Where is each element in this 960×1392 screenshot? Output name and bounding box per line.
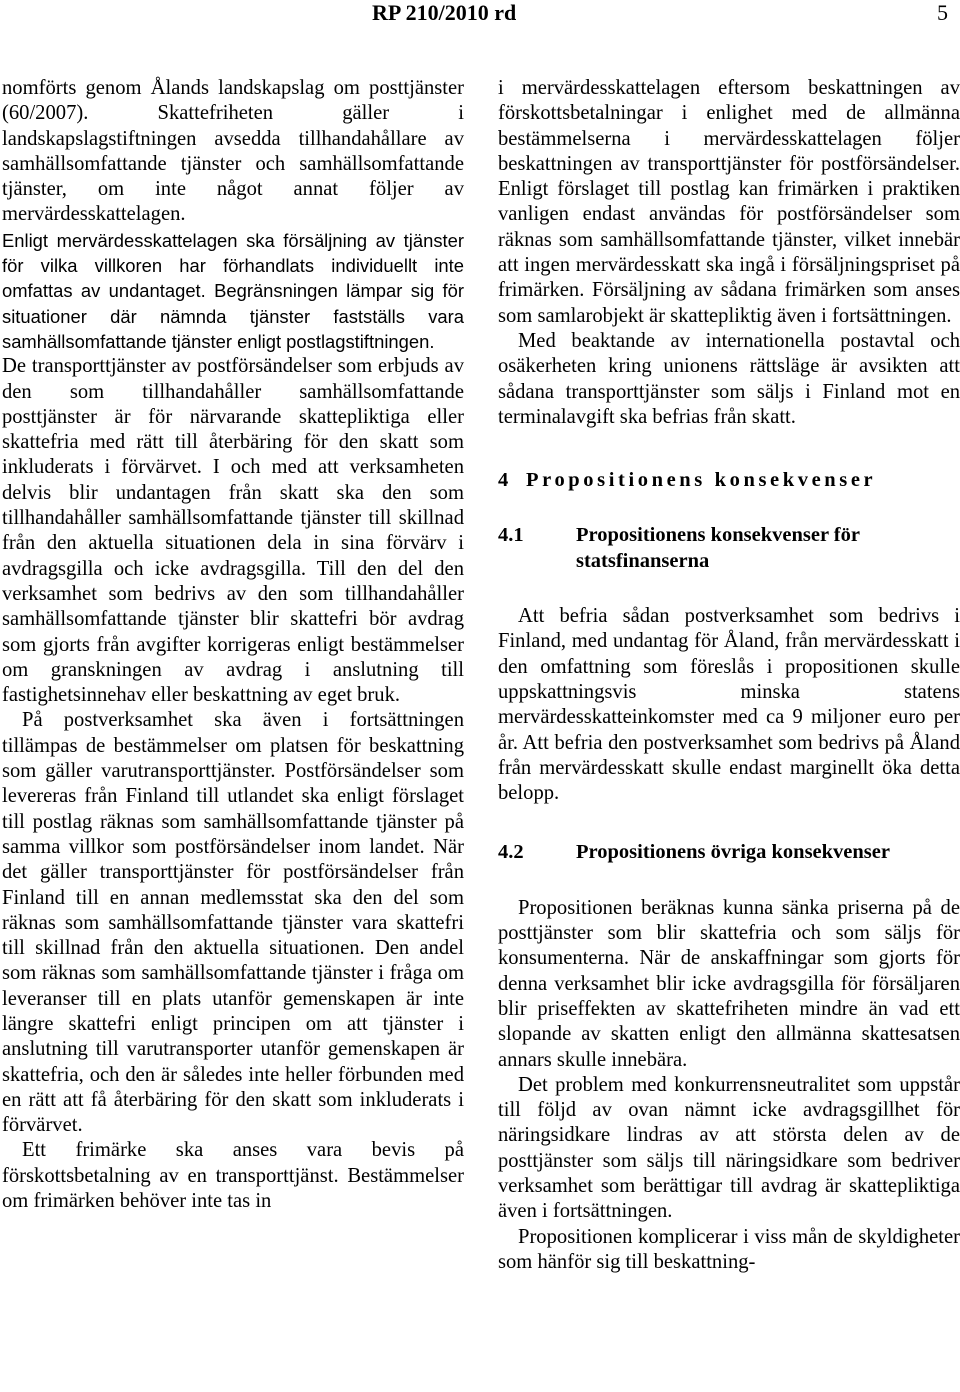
document-id: RP 210/2010 rd <box>372 0 517 25</box>
right-paragraph-3: Att befria sådan postverksamhet som bedrivs i Finland, med undantag för Åland, från mervärdesskatt i den omfattning som föreslås i propositionen skulle uppskattningsvis minska statens mervärdesskatteinkomster med ca 9 miljoner euro per år. Att befria den postverksamhet som bedrivs på Åland från mervärdesskatt skulle endast marginellt öka detta belopp. <box>498 605 960 805</box>
chapter-title: Propositionens konsekvenser <box>526 469 877 492</box>
left-paragraph-5: Ett frimärke ska anses vara bevis på förskottsbetalning av en transporttjänst. Bestämmelser om frimärken behöver inte tas in <box>2 1139 464 1213</box>
left-paragraph-1: nomförts genom Ålands landskapslag om posttjänster (60/2007). Skattefriheten gäller i landskapslagstiftningen avsedda tillhandahållare av samhällsomfattande tjänster och samhällsomfattande tjänster, om inte något annat följer av mervärdesskattelagen. <box>2 77 464 226</box>
right-column <box>498 76 960 1275</box>
section-4-2-title: Propositionens övriga konsekvenser <box>576 841 890 864</box>
left-paragraph-3: De transporttjänster av postförsändelser som erbjuds av den som tillhandahåller samhällsomfattande posttjänster är för närvarande skattepliktiga eller skattefria med rätt till återbäring för den skatt som inkluderats i förvärvet. I och med att verksamheten delvis blir undantagen från skatt ska den som tillhandahåller samhällsomfattande tjänster till skillnad från den aktuella situationen dela in sina förvärv i avdragsgilla och icke avdragsgilla. Till den del den verksamhet som bedrivs av den som tillhandahåller samhällsomfattande tjänster blir skattefri bör avdrag som gjorts från avgifter korrigeras enligt bestämmelser om granskningen av avdrag i anslutning till fastighetsinnehav eller beskattning av eget bruk. <box>2 355 464 707</box>
page-header <box>0 0 960 28</box>
section-4-1-heading <box>498 523 960 574</box>
left-paragraph-4: På postverksamhet ska även i fortsättningen tillämpas de bestämmelser om platsen för beskattning som gäller varutransporttjänster. Postförsändelser som levereras från Finland till utlandet ska enligt förslaget till postlag räknas som samhällsomfattande tjänster på samma villkor som postförsändelser inom landet. När det gäller transporttjänster för postförsändelser från Finland till en annan medlemsstat ska den del som räknas som samhällsomfattande tjänster vara skattefri till skillnad från den aktuella situationen. Den andel som räknas som samhällsomfattande tjänster i fråga om leveranser till en plats utanför gemenskapen är inte längre skattefri enligt principen om att tjänster i anslutning till varutransporter utanför gemenskapen är skattefria, och den är således inte heller förbunden med en rätt att få återbäring för den skatt som inkluderats i förvärvet. <box>2 709 464 1137</box>
left-paragraph-2: Enligt mervärdesskattelagen ska försäljning av tjänster för vilka villkoren har förhandlats individuellt inte omfattas av undantaget. Begränsningen lämpar sig för situationer där nämnda tjänster fastställs vara samhällsomfattande tjänster enligt postlagstiftningen. <box>2 229 464 352</box>
section-4-2-number: 4.2 <box>498 841 524 864</box>
right-paragraph-1: i mervärdesskattelagen eftersom beskattningen av förskottsbetalningar i enlighet med de allmänna bestämmelserna i mervärdesskattelagen följer beskattningen av transporttjänster för postförsändelser. Enligt förslaget till postlag kan frimärken i praktiken vanligen endast användas för postförsändelser som räknas som samhällsomfattande tjänster, vilket innebär att ingen mervärdesskatt ska ingå i försäljningspriset på frimärken. Försäljning av sådana frimärken som anses som samlarobjekt är skattepliktig även i fortsättningen. <box>498 77 960 327</box>
right-paragraph-5: Det problem med konkurrensneutralitet som uppstår till följd av ovan nämnt icke avdragsgillhet för näringsidkare lindras av att största delen av de posttjänster som säljs till näringsidkare som bedriver verksamhet som berättigar till avdrag är skattepliktiga även i fortsättningen. <box>498 1073 960 1223</box>
section-4-2-heading <box>498 840 960 865</box>
chapter-number: 4 <box>498 469 509 492</box>
chapter-heading <box>498 468 960 493</box>
section-4-1-number: 4.1 <box>498 524 524 547</box>
right-paragraph-4: Propositionen beräknas kunna sänka priserna på de posttjänster som blir skattefria och som säljs för konsumenterna. När de anskaffningar som gjorts för denna verksamhet blir icke avdragsgilla för försäljaren blir priseffekten av skattefriheten mindre än vad ett slopande av skatten enligt den allmänna skattesatsen annars skulle innebära. <box>498 896 960 1071</box>
left-column <box>2 76 464 1214</box>
section-4-1-title: Propositionens konsekvenser för statsfinanserna <box>576 524 860 572</box>
right-paragraph-6: Propositionen komplicerar i viss mån de skyldigheter som hänför sig till beskattning- <box>498 1225 960 1273</box>
page-number: 5 <box>937 0 948 25</box>
right-paragraph-2: Med beaktande av internationella postavtal och osäkerheten kring unionens rättsläge är avsikten att sådana transporttjänster som säljs i Finland mot en terminalavgift ska befrias från skatt. <box>498 329 960 428</box>
